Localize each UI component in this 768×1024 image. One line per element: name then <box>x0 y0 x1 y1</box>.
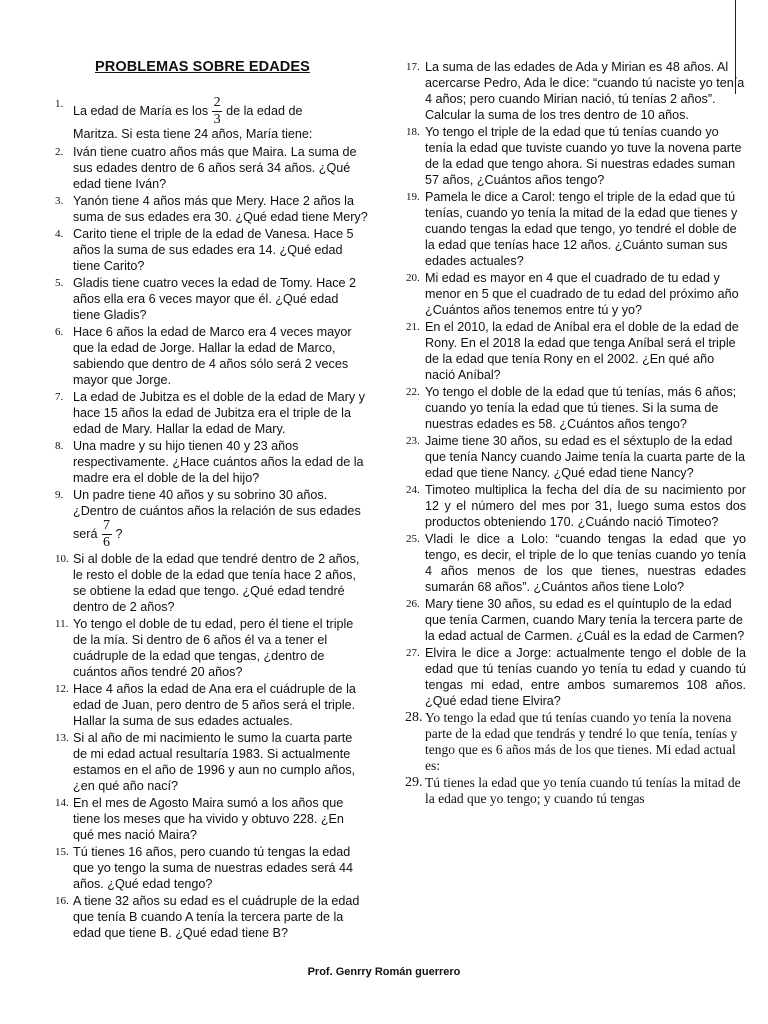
problem-number: 15. <box>55 846 69 858</box>
problem-item <box>40 226 368 274</box>
problem-item <box>403 433 746 481</box>
problem-text: Yo tengo el doble de la edad que tú tenías, más 6 años; cuando yo tenía la edad que tú tienes. Si la suma de nuestras edades es 58. ¿Cuántos años tengo? <box>425 385 737 431</box>
problem-number: 18. <box>406 126 420 138</box>
problem-item <box>40 438 368 486</box>
problem-number: 5. <box>55 277 64 289</box>
problem-number: 10. <box>55 553 69 565</box>
problem-text: Mary tiene 30 años, su edad es el quíntuplo de la edad que tenía Carmen, cuando Mary tenía la tercera parte de la edad actual de Carmen. ¿Cuál es la edad de Carmen? <box>425 597 745 643</box>
problem-number: 8. <box>55 440 64 452</box>
problem-text: de la edad de <box>226 104 303 118</box>
problem-item <box>40 551 368 615</box>
problem-number: 14. <box>55 797 69 809</box>
problem-text: Vladi le dice a Lolo: “cuando tengas la edad que yo tengo, es decir, el triple de lo que tenías cuando yo tenía 4 años menos de los que tienes, nuestras edades sumarán 68 años”. ¿Cuántos años tiene Lolo? <box>425 532 746 594</box>
problem-item <box>403 710 746 774</box>
problem-item <box>40 730 368 794</box>
problem-text: En el mes de Agosto Maira sumó a los años que tiene los meses que ha vivido y obtuvo 228. ¿En qué mes nació Maira? <box>73 796 344 842</box>
problem-text: ? <box>115 526 123 541</box>
problem-number: 21. <box>406 321 420 333</box>
problem-item <box>40 795 368 843</box>
fraction-numerator: 2 <box>213 95 221 111</box>
problem-number: 2. <box>55 146 64 158</box>
problem-item <box>403 775 746 807</box>
problem-number: 3. <box>55 195 64 207</box>
problem-text: La suma de las edades de Ada y Mirian es 48 años. Al acercarse Pedro, Ada le dice: “cuando tú naciste yo tenía 4 años; pero cuando Mirian nació, tú tenías 2 años”. Calcular la suma de los tres dentro de 10 años. <box>425 60 745 122</box>
problem-number: 20. <box>406 272 420 284</box>
problem-item <box>40 616 368 680</box>
problem-text: La edad de María es los <box>73 104 209 118</box>
problem-number: 19. <box>406 191 420 203</box>
problems-left-column <box>40 96 368 942</box>
problem-text: En el 2010, la edad de Aníbal era el doble de la edad de Rony. En el 2018 la edad que tenga Aníbal será el triple de la edad que tenía Rony en el 2002. ¿En qué año nació Aníbal? <box>425 320 739 382</box>
problem-number: 7. <box>55 391 64 403</box>
problem-text: Yo tengo la edad que tú tenías cuando yo tenía la novena parte de la edad que tendrás y tendré lo que tenía, tenías y tengo que es 6 años más de los que tienes. Mi edad actual es: <box>425 710 738 773</box>
problem-line <box>73 96 368 126</box>
problem-text: Jaime tiene 30 años, su edad es el séxtuplo de la edad que tenía Nancy cuando Jaime tenía la cuarta parte de la edad que tiene Nancy. ¿Qué edad tiene Nancy? <box>425 434 745 480</box>
footer-author: Prof. Genrry Román guerrero <box>307 966 461 978</box>
problem-text: Una madre y su hijo tienen 40 y 23 años respectivamente. ¿Hace cuántos años la edad de la madre era el doble de la del hijo? <box>73 439 364 485</box>
fraction <box>102 519 112 550</box>
problem-number: 24. <box>406 484 420 496</box>
problem-number: 27. <box>406 647 420 659</box>
problem-text: Tú tienes 16 años, pero cuando tú tengas la edad que yo tengo la suma de nuestras edades será 44 años. ¿Qué edad tengo? <box>73 845 354 891</box>
problem-text: Si al año de mi nacimiento le sumo la cuarta parte de mi edad actual resultaría 1983. Si actualmente estamos en el año de 1996 y aun no cumplo años, ¿en qué año nací? <box>73 731 356 793</box>
problem-text: Gladis tiene cuatro veces la edad de Tomy. Hace 2 años ella era 6 veces mayor que él. ¿Qué edad tiene Gladis? <box>73 276 357 322</box>
problem-number: 12. <box>55 683 69 695</box>
problem-item <box>403 596 746 644</box>
problem-text: Mi edad es mayor en 4 que el cuadrado de tu edad y menor en 5 que el cuadrado de tu edad del próximo año ¿Cuántos años tenemos entre tú y yo? <box>425 271 739 317</box>
problem-number: 17. <box>406 61 420 73</box>
problem-number: 13. <box>55 732 69 744</box>
problem-text: Timoteo multiplica la fecha del día de su nacimiento por 12 y el número del mes por 31, luego suma estos dos productos obteniendo 170. ¿Cuándo nació Timoteo? <box>425 483 746 529</box>
problem-text: Un padre tiene 40 años y su sobrino 30 años. ¿Dentro de cuántos años la relación de sus edades será <box>73 488 361 541</box>
problems-right-column <box>403 59 746 808</box>
problem-text: Tú tienes la edad que yo tenía cuando tú tenías la mitad de la edad que yo tengo; y cuando tú tengas <box>425 775 741 806</box>
problem-number: 22. <box>406 386 420 398</box>
problem-text: Iván tiene cuatro años más que Maira. La suma de sus edades dentro de 6 años será 34 años. ¿Qué edad tiene Iván? <box>73 145 357 191</box>
problem-text: Hace 4 años la edad de Ana era el cuádruple de la edad de Juan, pero dentro de 5 años será el triple. Hallar la suma de sus edades actuales. <box>73 682 356 728</box>
problem-text: A tiene 32 años su edad es el cuádruple de la edad que tenía B cuando A tenía la tercera parte de la edad que tiene B. ¿Qué edad tiene B? <box>73 894 360 940</box>
problem-item <box>40 193 368 225</box>
problem-number: 23. <box>406 435 420 447</box>
problem-number: 25. <box>406 533 420 545</box>
problem-number: 29. <box>405 775 423 790</box>
problem-item <box>403 645 746 709</box>
problem-text: Pamela le dice a Carol: tengo el triple de la edad que tú tenías, cuando yo tenía la mitad de la edad que tienes y cuando tengas la edad que tengo, yo tendré el doble de la edad que tenías hace 12 años. ¿Cuánto suman sus edades actuales? <box>425 190 738 268</box>
problem-number: 1. <box>55 98 64 110</box>
problem-item <box>403 384 746 432</box>
problem-item <box>40 844 368 892</box>
problem-number: 26. <box>406 598 420 610</box>
problem-item <box>40 893 368 941</box>
problem-item <box>40 389 368 437</box>
problem-number: 6. <box>55 326 64 338</box>
problem-item <box>40 96 368 143</box>
problem-text: Maritza. Si esta tiene 24 años, María tiene: <box>73 127 313 141</box>
problem-text: Carito tiene el triple de la edad de Vanesa. Hace 5 años la suma de sus edades era 14. ¿Qué edad tiene Carito? <box>73 227 354 273</box>
problem-number: 4. <box>55 228 64 240</box>
problem-text: La edad de Jubitza es el doble de la edad de Mary y hace 15 años la edad de Jubitza era el triple de la edad de Mary. Hallar la edad de Mary. <box>73 390 365 436</box>
fraction <box>212 96 222 127</box>
problem-item <box>40 144 368 192</box>
problem-text: Hace 6 años la edad de Marco era 4 veces mayor que la edad de Jorge. Hallar la edad de Marco, sabiendo que dentro de 4 años sólo será 2 veces mayor que Jorge. <box>73 325 352 387</box>
problem-item <box>40 275 368 323</box>
problem-text: Yo tengo el triple de la edad que tú tenías cuando yo tenía la edad que tuviste cuando yo tuve la novena parte de la edad que tengo ahora. Si nuestras edades suman 57 años, ¿Cuántos años tengo? <box>425 125 742 187</box>
problem-item <box>40 324 368 388</box>
problem-text: Yanón tiene 4 años más que Mery. Hace 2 años la suma de sus edades era 30. ¿Qué edad tiene Mery? <box>73 194 368 224</box>
problem-number: 11. <box>55 618 69 630</box>
problem-item <box>403 319 746 383</box>
problem-item <box>40 681 368 729</box>
problem-number: 9. <box>55 489 64 501</box>
fraction-numerator: 7 <box>103 518 110 533</box>
problem-item <box>403 59 746 123</box>
page-title: PROBLEMAS SOBRE EDADES <box>95 59 310 75</box>
problem-item <box>403 482 746 530</box>
problem-number: 16. <box>55 895 69 907</box>
problem-item <box>403 531 746 595</box>
fraction-denominator: 6 <box>103 535 110 550</box>
problem-item <box>40 487 368 550</box>
problem-text: Si al doble de la edad que tendré dentro de 2 años, le resto el doble de la edad que tenía hace 2 años, se obtiene la edad que tengo. ¿Qué edad tendré dentro de 2 años? <box>73 552 360 614</box>
problem-number: 28. <box>405 710 423 725</box>
problem-item <box>403 189 746 269</box>
problem-item <box>403 270 746 318</box>
problem-text: Elvira le dice a Jorge: actualmente tengo el doble de la edad que tú tenías cuando yo tenía tu edad y cuando tú tengas mi edad, entre ambos sumaremos 108 años. ¿Qué edad tiene Elvira? <box>425 646 746 708</box>
problem-text: Yo tengo el doble de tu edad, pero él tiene el triple de la mía. Si dentro de 6 años él va a tener el cuádruple de la edad que tengas, ¿dentro de cuántos años tendré 20 años? <box>73 617 354 679</box>
fraction-denominator: 3 <box>213 112 221 128</box>
problem-item <box>403 124 746 188</box>
